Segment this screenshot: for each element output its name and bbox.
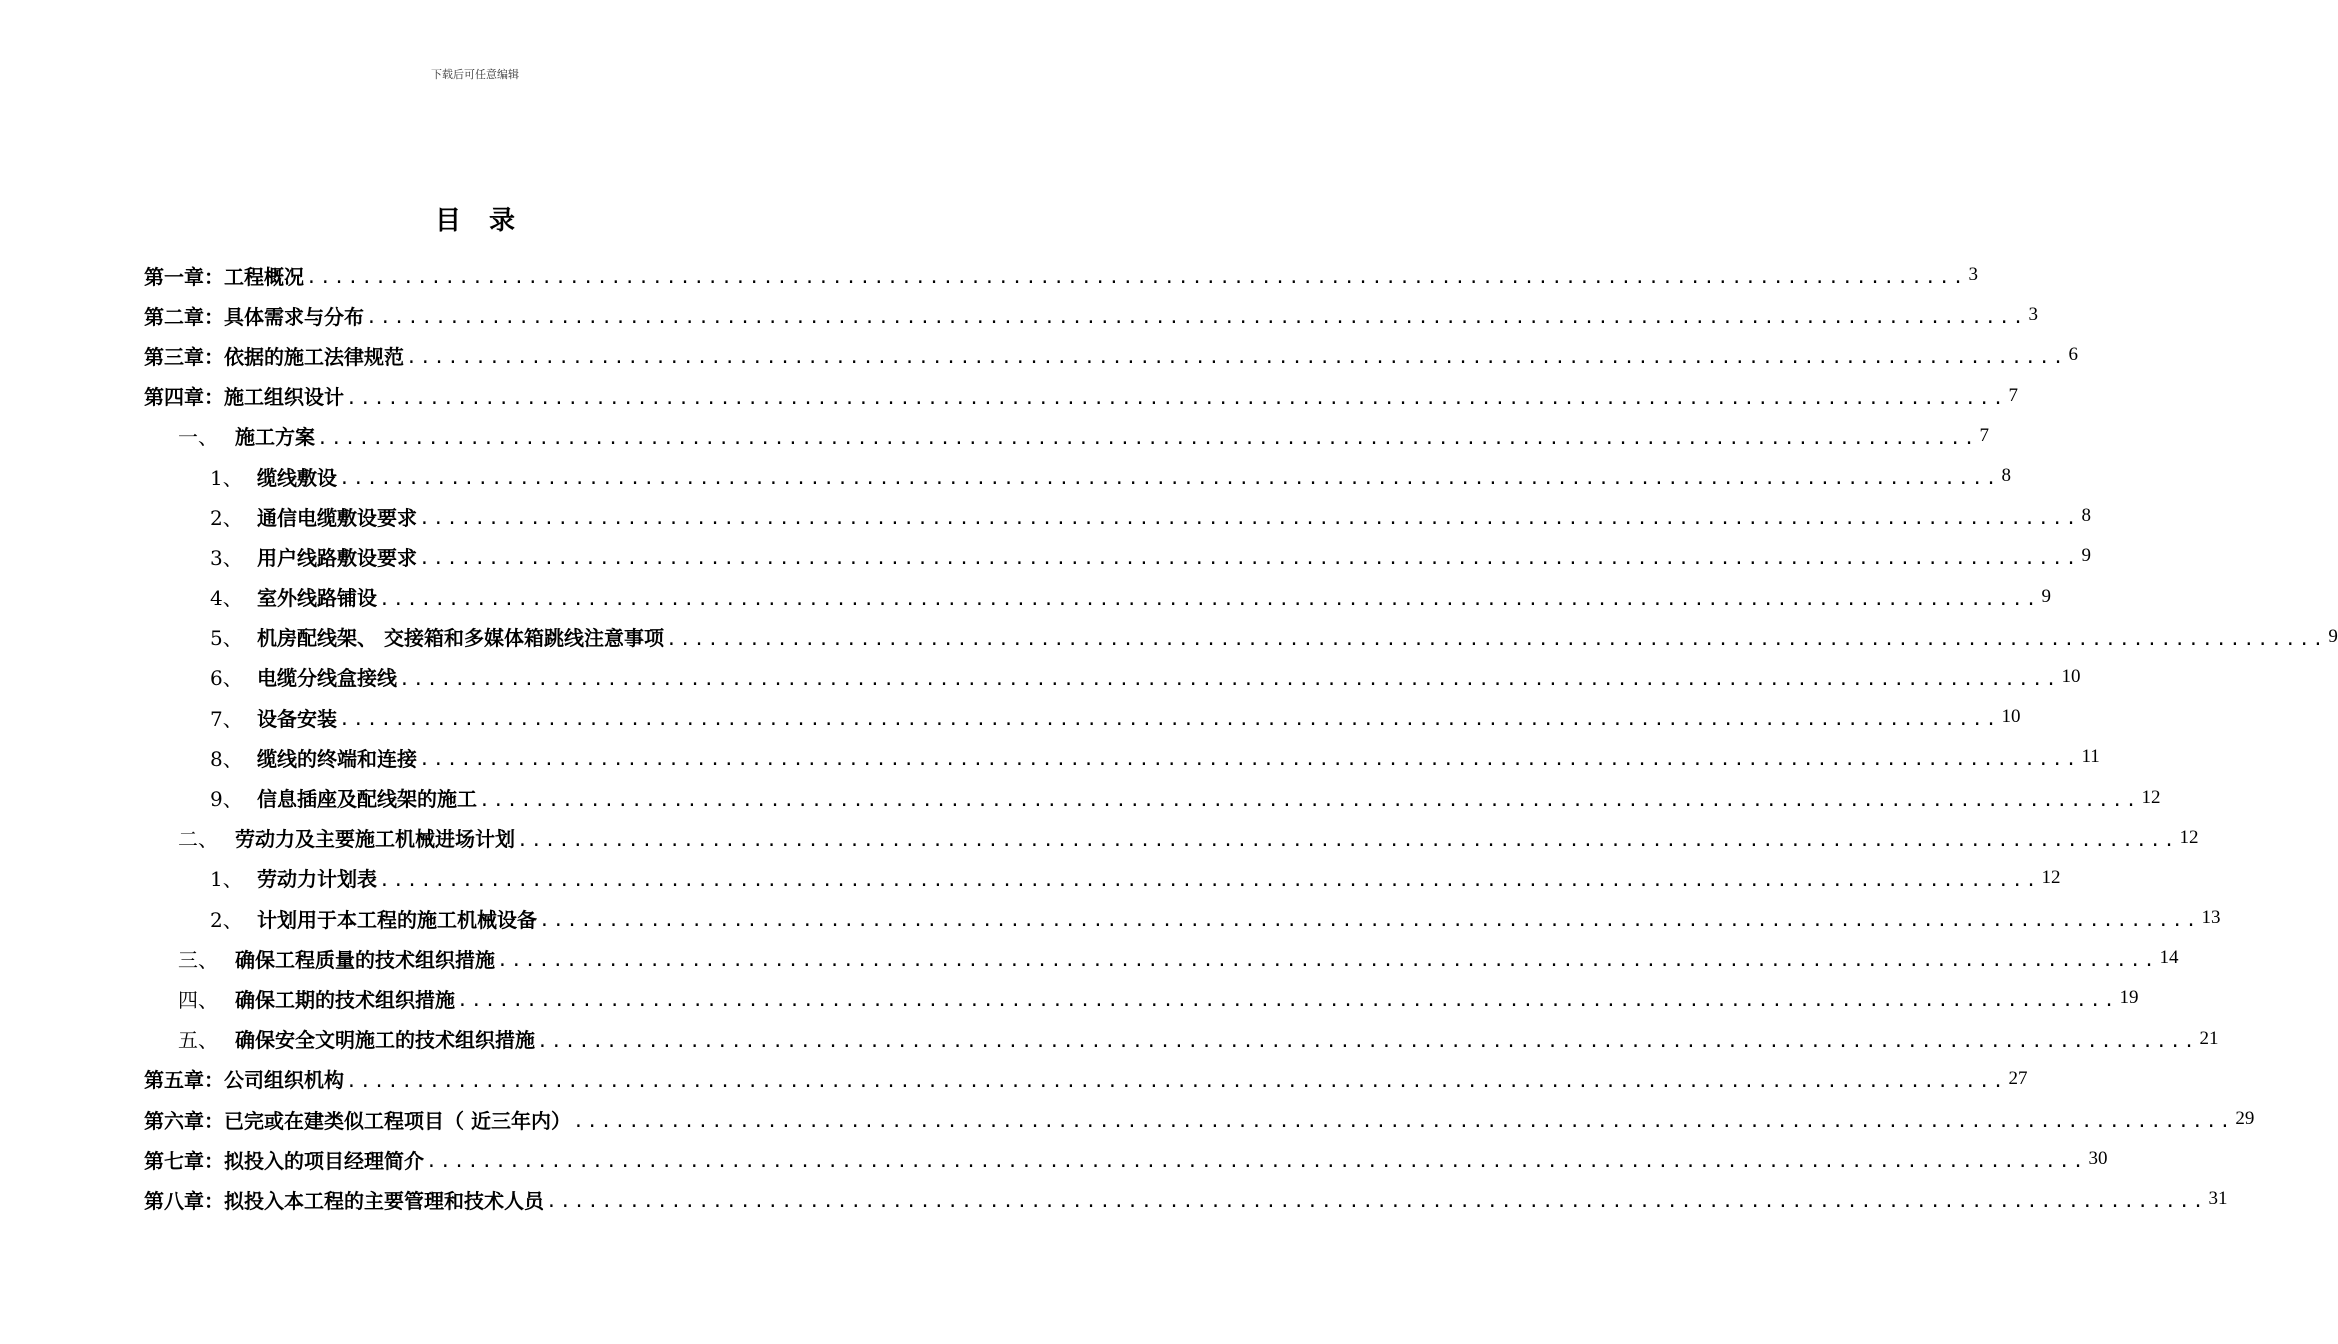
toc-dot-leader: ........................................................................................................................ [457, 990, 2118, 1012]
toc-entry[interactable] [144, 777, 2161, 817]
toc-entry-number: 第四章： [144, 385, 224, 410]
toc-entry-page: 7 [1979, 424, 1989, 446]
toc-entry[interactable] [144, 858, 2061, 898]
toc-entry[interactable] [144, 978, 2139, 1018]
toc-entry[interactable] [144, 1099, 2255, 1139]
toc-dot-leader: ........................................................................................................................ [419, 548, 2080, 570]
toc-entry-number: 4、 [210, 586, 243, 611]
toc-entry-text: 确保工程质量的技术组织措施 [235, 947, 495, 972]
toc-entry-text: 信息插座及配线架的施工 [257, 787, 477, 812]
toc-entry[interactable] [144, 737, 2100, 777]
toc-entry-text: 拟投入本工程的主要管理和技术人员 [224, 1188, 544, 1213]
toc-dot-leader: ........................................................................................................................ [419, 749, 2080, 771]
toc-entry-text: 室外线路铺设 [257, 586, 377, 611]
toc-entry-page: 10 [2061, 665, 2081, 687]
toc-entry-number: 第七章： [144, 1148, 224, 1173]
toc-entry-page: 11 [2081, 746, 2100, 768]
toc-entry-number: 二、 [178, 827, 218, 852]
toc-entry-number: 6、 [210, 666, 243, 691]
toc-entry-text: 缆线的终端和连接 [257, 746, 417, 771]
toc-dot-leader: ........................................................................................................................ [339, 709, 2000, 731]
toc-dot-leader: ........................................................................................................................ [366, 307, 2027, 329]
toc-dot-leader: ........................................................................................................................ [317, 427, 1978, 449]
toc-entry[interactable] [144, 456, 2011, 496]
toc-dot-leader: ........................................................................................................................ [399, 668, 2060, 690]
toc-entry-number: 五、 [178, 1028, 218, 1053]
toc-entry-text: 确保工期的技术组织措施 [235, 987, 455, 1012]
toc-entry[interactable] [144, 536, 2091, 576]
toc-dot-leader: ........................................................................................................................ [572, 1111, 2234, 1133]
toc-entry[interactable] [144, 416, 1989, 456]
toc-entry-text: 已完或在建类似工程项目（ 近三年内） [224, 1108, 571, 1133]
toc-entry-number: 3、 [210, 545, 243, 570]
toc-entry-number: 8、 [210, 746, 243, 771]
toc-entry[interactable] [144, 898, 2221, 938]
toc-dot-leader: ........................................................................................................................ [537, 1030, 2198, 1052]
toc-dot-leader: ........................................................................................................................ [539, 910, 2200, 932]
toc-entry-number: 第三章： [144, 344, 224, 369]
toc-entry-text: 公司组织机构 [224, 1068, 344, 1093]
toc-entry-page: 3 [2028, 304, 2038, 326]
toc-dot-leader: ........................................................................................................................ [419, 508, 2080, 530]
toc-entry-text: 依据的施工法律规范 [224, 344, 404, 369]
toc-entry-page: 10 [2001, 706, 2021, 728]
toc-entry-number: 第二章： [144, 304, 224, 329]
toc-entry-number: 第五章： [144, 1068, 224, 1093]
toc-entry[interactable] [144, 577, 2051, 617]
toc-dot-leader: ........................................................................................................................ [339, 468, 2000, 490]
toc-entry[interactable] [144, 255, 1978, 295]
toc-dot-leader: ........................................................................................................................ [306, 267, 1967, 289]
toc-entry-text: 施工方案 [235, 425, 315, 450]
toc-entry-page: 21 [2199, 1027, 2219, 1049]
toc-entry-text: 通信电缆敷设要求 [257, 505, 417, 530]
toc-entry-page: 8 [2081, 505, 2091, 527]
toc-entry[interactable] [144, 1019, 2219, 1059]
toc-entry-number: 四、 [178, 987, 218, 1012]
toc-entry-page: 9 [2041, 585, 2051, 607]
toc-entry-page: 9 [2328, 625, 2338, 647]
toc-entry-page: 27 [2008, 1067, 2028, 1089]
toc-entry-text: 确保安全文明施工的技术组织措施 [235, 1028, 535, 1053]
toc-entry-text: 缆线敷设 [257, 465, 337, 490]
toc-entry-page: 7 [2008, 384, 2018, 406]
toc-entry-page: 13 [2201, 907, 2221, 929]
toc-dot-leader: ........................................................................................................................ [346, 1070, 2007, 1092]
toc-entry-text: 劳动力计划表 [257, 867, 377, 892]
toc-entry[interactable] [144, 697, 2021, 737]
toc-entry-number: 2、 [210, 505, 243, 530]
toc-entry-number: 5、 [210, 626, 243, 651]
toc-entry[interactable] [144, 376, 2018, 416]
toc-entry-text: 计划用于本工程的施工机械设备 [257, 907, 537, 932]
toc-entry-number: 7、 [210, 706, 243, 731]
toc-entry-number: 1、 [210, 465, 243, 490]
toc-entry-text: 电缆分线盒接线 [257, 666, 397, 691]
toc-entry[interactable] [144, 335, 2078, 375]
toc-dot-leader: ........................................................................................................................ [665, 628, 2327, 650]
toc-dot-leader: ........................................................................................................................ [546, 1191, 2207, 1213]
toc-entry-number: 9、 [210, 787, 243, 812]
toc-dot-leader: ........................................................................................................................ [497, 950, 2158, 972]
toc-entry[interactable] [144, 1059, 2028, 1099]
toc-entry[interactable] [144, 496, 2091, 536]
toc-entry-page: 30 [2088, 1148, 2108, 1170]
toc-entry-page: 12 [2179, 826, 2199, 848]
toc-dot-leader: ........................................................................................................................ [517, 829, 2178, 851]
toc-entry[interactable] [144, 295, 2038, 335]
toc-entry-text: 施工组织设计 [224, 385, 344, 410]
toc-entry-text: 机房配线架、 交接箱和多媒体箱跳线注意事项 [257, 626, 664, 651]
toc-entry-number: 第六章： [144, 1108, 224, 1133]
toc-entry-text: 用户线路敷设要求 [257, 545, 417, 570]
toc-entry[interactable] [144, 1139, 2108, 1179]
toc-entry-number: 第一章： [144, 264, 224, 289]
toc-entry-number: 三、 [178, 947, 218, 972]
toc-entry-text: 具体需求与分布 [224, 304, 364, 329]
toc-dot-leader: ........................................................................................................................ [346, 387, 2007, 409]
toc-list [144, 255, 2338, 1220]
toc-entry-page: 14 [2159, 947, 2179, 969]
toc-dot-leader: ........................................................................................................................ [379, 869, 2040, 891]
toc-entry-number: 第八章： [144, 1188, 224, 1213]
toc-entry-page: 31 [2208, 1188, 2228, 1210]
toc-entry[interactable] [144, 1179, 2228, 1219]
toc-entry[interactable] [144, 617, 2338, 657]
toc-entry[interactable] [144, 657, 2081, 697]
toc-dot-leader: ........................................................................................................................ [426, 1151, 2087, 1173]
toc-entry-page: 19 [2119, 987, 2139, 1009]
toc-entry-text: 拟投入的项目经理简介 [224, 1148, 424, 1173]
toc-entry-number: 2、 [210, 907, 243, 932]
header-note: 下载后可任意编辑 [431, 68, 519, 81]
toc-entry-text: 设备安装 [257, 706, 337, 731]
toc-entry-number: 一、 [178, 425, 218, 450]
toc-entry-page: 9 [2081, 545, 2091, 567]
toc-entry-page: 6 [2068, 344, 2078, 366]
toc-entry-page: 8 [2001, 465, 2011, 487]
toc-dot-leader: ........................................................................................................................ [379, 588, 2040, 610]
toc-entry-page: 12 [2041, 866, 2061, 888]
toc-entry-text: 工程概况 [224, 264, 304, 289]
toc-entry-page: 29 [2235, 1108, 2255, 1130]
toc-entry[interactable] [144, 818, 2199, 858]
toc-title: 目录 [434, 206, 543, 236]
toc-entry[interactable] [144, 938, 2179, 978]
toc-entry-number: 1、 [210, 867, 243, 892]
toc-dot-leader: ........................................................................................................................ [406, 347, 2067, 369]
toc-dot-leader: ........................................................................................................................ [479, 789, 2140, 811]
toc-entry-page: 12 [2141, 786, 2161, 808]
toc-entry-page: 3 [1968, 264, 1978, 286]
toc-entry-text: 劳动力及主要施工机械进场计划 [235, 827, 515, 852]
